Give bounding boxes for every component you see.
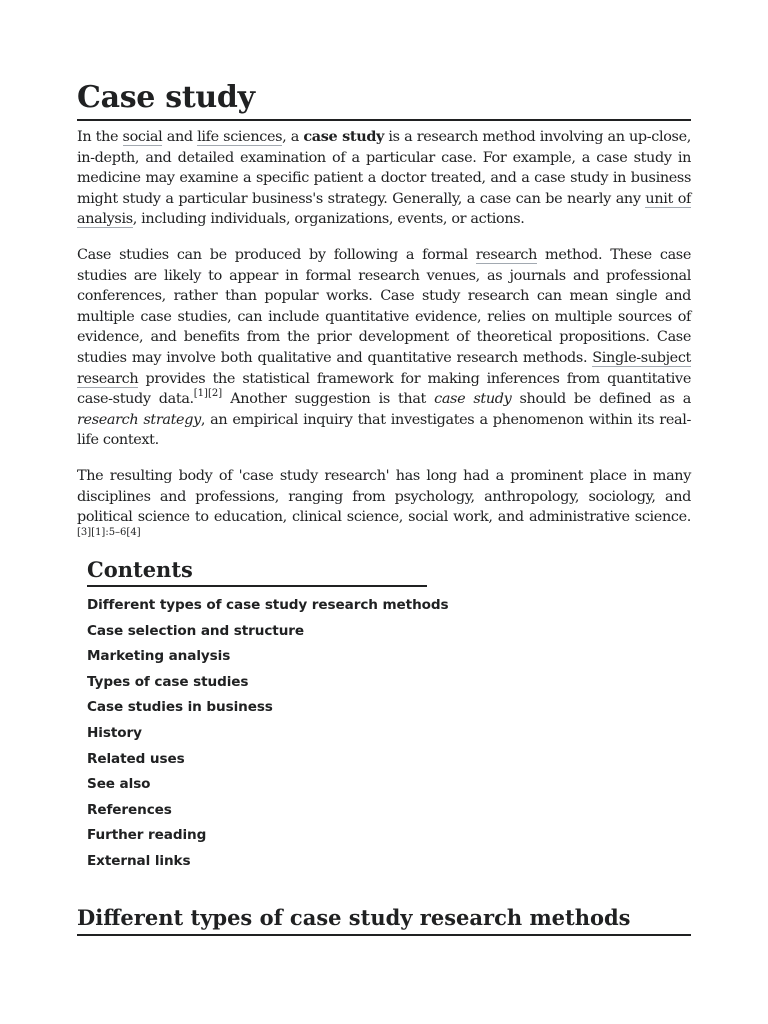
toc-item[interactable]: References	[87, 801, 172, 818]
text: and	[162, 129, 198, 145]
toc-item[interactable]: See also	[87, 776, 151, 793]
italic-term: case study	[434, 391, 512, 408]
text: , an empirical inquiry that investigates a phenomenon within its real-life context.	[77, 411, 691, 449]
text: provides the statistical framework for making inferences from quantitative case-study data.	[77, 370, 691, 408]
bold-term: case study	[303, 128, 385, 145]
toc-heading: Contents	[87, 556, 427, 587]
text: is a research method involving an up-close, in-depth, and detailed examination of a particular case. For example, a case study in medicine may examine a specific patient a doctor treated, and a case study in business might study a particular business's strategy. Generally, a case can be nearly any	[77, 129, 691, 207]
intro-paragraph-1	[77, 127, 691, 230]
link-research[interactable]: research	[475, 246, 538, 263]
italic-term: research strategy	[77, 411, 201, 428]
toc-item[interactable]: External links	[87, 852, 191, 869]
link-life-sciences[interactable]: life sciences	[197, 129, 283, 145]
section-heading: Different types of case study research methods	[77, 904, 691, 936]
toc-item[interactable]: Further reading	[87, 827, 207, 844]
text: Another suggestion is that	[222, 391, 435, 408]
toc-item[interactable]: Marketing analysis	[87, 648, 231, 665]
text: In the	[77, 129, 123, 145]
toc-item[interactable]: Different types of case study research methods	[87, 597, 449, 613]
article-content	[77, 78, 691, 930]
intro-paragraph-2	[77, 245, 691, 451]
citation-ref[interactable]: [3][1]:5–6[4]	[77, 526, 141, 538]
citation-ref[interactable]: [1][2]	[193, 388, 223, 400]
toc-item[interactable]: Case studies in business	[87, 699, 273, 716]
intro-paragraph-3	[77, 466, 691, 548]
toc-item[interactable]: Related uses	[87, 750, 185, 767]
text: Case studies can be produced by following a formal	[77, 246, 476, 263]
toc-list	[87, 593, 449, 875]
text: , a	[282, 129, 304, 145]
table-of-contents	[87, 556, 449, 875]
link-unit-of-analysis[interactable]: unit of analysis	[77, 190, 691, 228]
text: should be defined as a	[511, 391, 691, 408]
toc-item[interactable]: Types of case studies	[87, 673, 249, 690]
toc-item[interactable]: Case selection and structure	[87, 622, 304, 639]
toc-item[interactable]: History	[87, 724, 142, 741]
page-title: Case study	[77, 78, 691, 121]
text: method. These case studies are likely to appear in formal research venues, as journals and professional conferences, rather than popular works. Case study research can mean single and multiple case studies, can include quantitative evidence, relies on multiple sources of evidence, and benefits from the prior development of theoretical propositions. Case studies may involve both qualitative and quantitative research methods.	[77, 246, 691, 366]
text: , including individuals, organizations, events, or actions.	[132, 211, 525, 228]
text: The resulting body of 'case study research' has long had a prominent place in many disciplines and professions, ranging from psychology, anthropology, sociology, and political science to education, clinical science, social work, and administrative science.	[77, 467, 691, 526]
link-social[interactable]: social	[122, 129, 163, 145]
link-single-subject-research[interactable]: Single-subject research	[77, 349, 691, 387]
